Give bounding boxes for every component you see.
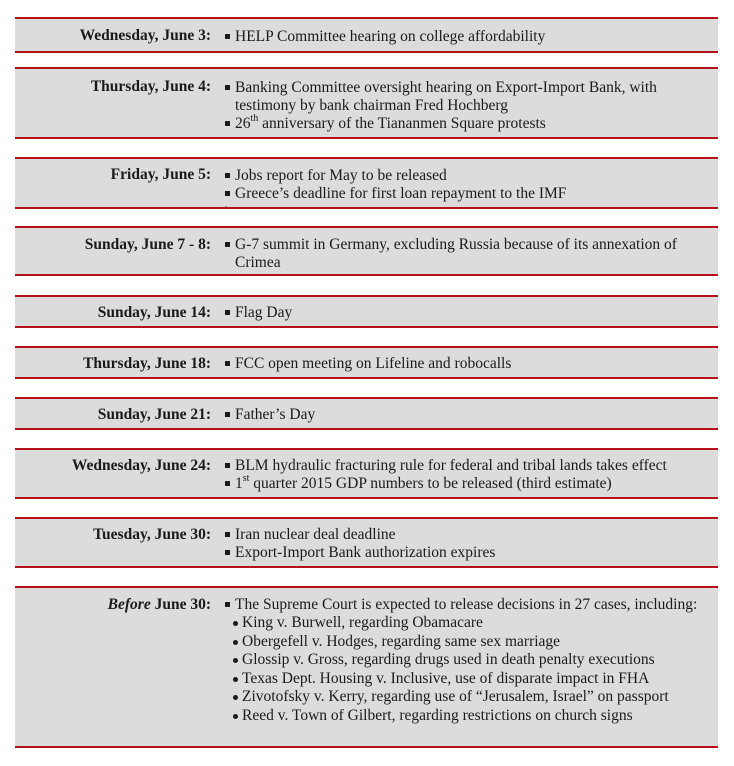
square-bullet-icon: [225, 34, 230, 39]
round-bullet-icon: [233, 658, 238, 663]
event-item: 26th anniversary of the Tiananmen Square protests: [225, 115, 712, 133]
event-item: Iran nuclear deal deadline: [225, 526, 712, 544]
square-bullet-icon: [225, 602, 230, 607]
square-bullet-icon: [225, 310, 230, 315]
event-date: Sunday, June 14:: [97, 304, 211, 321]
event-date: Sunday, June 21:: [97, 406, 211, 423]
event-item: The Supreme Court is expected to release decisions in 27 cases, including:: [225, 596, 712, 614]
case-item: Obergefell v. Hodges, regarding same sex marriage: [225, 633, 712, 652]
event-date: Thursday, June 18:: [83, 355, 211, 372]
square-bullet-icon: [225, 191, 230, 196]
square-bullet-icon: [225, 121, 230, 126]
square-bullet-icon: [225, 173, 230, 178]
square-bullet-icon: [225, 550, 230, 555]
event-item: Father’s Day: [225, 406, 712, 424]
event-row-june-14: [15, 295, 718, 328]
event-item: BLM hydraulic fracturing rule for federal and tribal lands takes effect: [225, 457, 712, 475]
event-item: Banking Committee oversight hearing on Export-Import Bank, with testimony by bank chairman Fred Hochberg: [225, 79, 712, 115]
event-row-june-30: [15, 517, 718, 568]
square-bullet-icon: [225, 481, 230, 486]
case-item: Glossip v. Gross, regarding drugs used in death penalty executions: [225, 651, 712, 670]
square-bullet-icon: [225, 242, 230, 247]
event-date: Friday, June 5:: [110, 166, 211, 183]
square-bullet-icon: [225, 361, 230, 366]
event-item: Jobs report for May to be released: [225, 167, 712, 185]
event-row-june-5: [15, 157, 718, 209]
event-item: G-7 summit in Germany, excluding Russia because of its annexation of Crimea: [225, 236, 712, 272]
stray-mark: .: [225, 200, 227, 209]
case-item: Texas Dept. Housing v. Inclusive, use of disparate impact in FHA: [225, 670, 712, 689]
round-bullet-icon: [233, 640, 238, 645]
event-row-june-3: [15, 17, 718, 53]
event-item: Flag Day: [225, 304, 712, 322]
event-item: FCC open meeting on Lifeline and robocalls: [225, 355, 712, 373]
event-date: Wednesday, June 24:: [71, 457, 211, 474]
round-bullet-icon: [233, 621, 238, 626]
case-item: Reed v. Town of Gilbert, regarding restrictions on church signs: [225, 707, 712, 726]
case-item: Zivotofsky v. Kerry, regarding use of “Jerusalem, Israel” on passport: [225, 688, 712, 707]
event-item: Export-Import Bank authorization expires: [225, 544, 712, 562]
event-item: 1st quarter 2015 GDP numbers to be released (third estimate): [225, 475, 712, 493]
event-date: Tuesday, June 30:: [93, 526, 211, 543]
case-item: King v. Burwell, regarding Obamacare: [225, 614, 712, 633]
square-bullet-icon: [225, 85, 230, 90]
square-bullet-icon: [225, 532, 230, 537]
event-date: Before June 30:: [107, 596, 211, 613]
event-item: Greece’s deadline for first loan repayment to the IMF: [225, 185, 712, 203]
square-bullet-icon: [225, 412, 230, 417]
square-bullet-icon: [225, 463, 230, 468]
round-bullet-icon: [233, 677, 238, 682]
event-row-june-7-8: [15, 226, 718, 276]
event-row-june-4: [15, 67, 718, 139]
event-row-june-18: [15, 346, 718, 379]
event-item: HELP Committee hearing on college affordability: [225, 28, 712, 46]
round-bullet-icon: [233, 695, 238, 700]
event-row-june-21: [15, 397, 718, 430]
event-date: Wednesday, June 3:: [79, 27, 211, 44]
event-row-june-24: [15, 448, 718, 499]
round-bullet-icon: [233, 714, 238, 719]
event-date: Sunday, June 7 - 8:: [84, 236, 211, 253]
event-row-before-june-30: [15, 586, 718, 748]
event-date: Thursday, June 4:: [90, 78, 211, 95]
